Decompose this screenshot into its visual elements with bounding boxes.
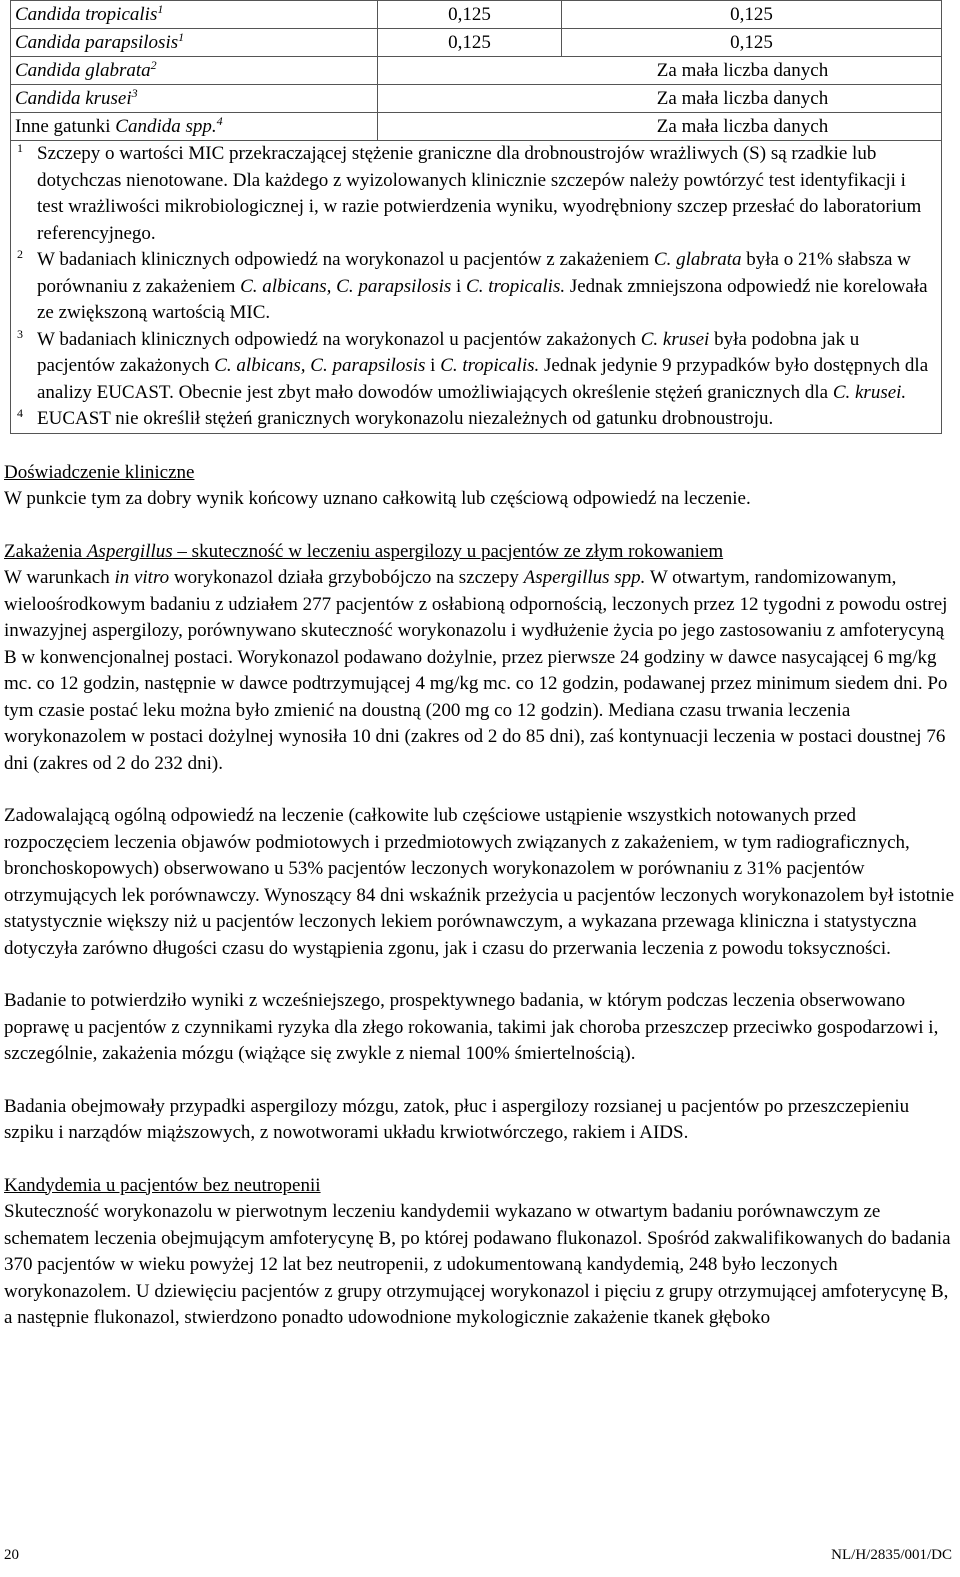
table-row — [11, 57, 942, 85]
footnote: 4 EUCAST nie określił stężeń granicznych worykonazolu niezależnych od gatunku drobnoustroju. — [17, 406, 774, 429]
table-row — [11, 29, 942, 57]
table-row — [11, 113, 942, 141]
value-cell-r: 0,125 — [562, 1, 942, 29]
footnote: 2 W badaniach klinicznych odpowiedź na worykonazol u pacjentów z zakażeniem C. glabrata była o 21% słabsza w porównaniu z zakażeniem C. albicans, C. parapsilosis i C. tropicalis. Jednak zmniejszona odpowiedź nie korelowała ze zwiększoną wartością MIC. — [17, 247, 928, 323]
species-cell: Inne gatunki Candida spp.$^4$ — [11, 113, 378, 141]
footnote: 1 Szczepy o wartości MIC przekraczającej stężenie graniczne dla drobnoustrojów wrażliwych (S) są rzadkie lub dotychczas nienotowane. Dla każdego z wyizolowanych klinicznie szczepów należy powtórzyć test identyfikacji i test wrażliwości mikrobiologicznej i, w razie potwierdzenia wyniku, wyodrębniony szczep przesłać do laboratorium referencyjnego. — [17, 141, 922, 244]
table-row — [11, 1, 942, 29]
value-cell: Za mała liczba danych — [378, 113, 942, 141]
paragraph: Badanie to potwierdziło wyniki z wcześniejszego, prospektywnego badania, w którym podczas leczenia obserwowano poprawę u pacjentów z czynnikami ryzyka dla złego rokowania, takimi jak choroba przeszczep przeciwko gospodarzowi i, szczególnie, zakażenia mózgu (wiążące się zwykle z niemal 100% śmiertelnością). — [4, 990, 939, 1064]
table-notes-row — [11, 141, 942, 434]
breakpoint-table — [10, 0, 942, 434]
paragraph: Zadowalającą ogólną odpowiedź na leczenie (całkowite lub częściowe ustąpienie wszystkich notowanych przed rozpoczęciem leczenia objawów podmiotowych i przedmiotowych związanych z zakażeniem, w tym radiograficznych, bronchoskopowych) obserwowano u 53% pacjentów leczonych worykonazolem w porównaniu z 31% pacjentów otrzymujących lek porównawczy. Wynoszący 84 dni wskaźnik przeżycia u pacjentów leczonych worykonazolem był istotnie statystycznie większy niż u pacjentów leczonych lekiem porównawczym, a wykazana przewaga kliniczna i statystyczna dotyczyła zarówno długości czasu do wystąpienia zgonu, jak i czasu do przerwania leczenia z powodu toksyczności. — [4, 805, 955, 959]
footnote: 3 W badaniach klinicznych odpowiedź na worykonazol u pacjentów zakażonych C. krusei była podobna jak u pacjentów zakażonych C. albicans, C. parapsilosis i C. tropicalis. Jednak jedynie 9 przypadków było dostępnych dla analizy EUCAST. Obecnie jest zbyt mało dowodów umożliwiających określenie stężeń granicznych dla C. krusei. — [17, 326, 929, 403]
section-heading: Zakażenia Aspergillus – skuteczność w leczeniu aspergilozy u pacjentów ze złym rokowaniem — [4, 540, 724, 562]
species-cell: Candida krusei$^3$ — [11, 85, 378, 113]
value-cell-s: 0,125 — [378, 29, 562, 57]
species-cell: Candida glabrata$^2$ — [11, 57, 378, 85]
document-code: NL/H/2835/001/DC — [831, 1547, 952, 1563]
section-heading: Doświadczenie kliniczne — [4, 461, 195, 483]
species-cell: Candida parapsilosis$^1$ — [11, 29, 378, 57]
paragraph: Badania obejmowały przypadki aspergilozy mózgu, zatok, płuc i aspergilozy rozsianej u pacjentów po przeszczepieniu szpiku i narządów miąższowych, z nowotworami układu krwiotwórczego, rakiem i AIDS. — [4, 1095, 910, 1143]
value-cell: Za mała liczba danych — [378, 57, 942, 85]
value-cell: Za mała liczba danych — [378, 85, 942, 113]
document-page — [4, 0, 956, 1332]
paragraph: W punkcie tym za dobry wynik końcowy uznano całkowitą lub częściową odpowiedź na leczenie. — [4, 488, 751, 509]
table-row — [11, 85, 942, 113]
paragraph: Skuteczność worykonazolu w pierwotnym leczeniu kandydemii wykazano w otwartym badaniu porównawczym ze schematem leczenia obejmującym amfoterycynę B, po której podawano flukonazol. Spośród zakwalifikowanych do badania 370 pacjentów w wieku powyżej 12 lat bez neutropenii, z udokumentowaną kandydemią, 248 było leczonych worykonazolem. U dziewięciu pacjentów z grupy otrzymującej worykonazol i pięciu z grupy otrzymującej amfoterycynę B, a następnie flukonazol, stwierdzono ponadto udowodnione mykologicznie zakażenie tkanek głęboko — [4, 1201, 951, 1328]
species-cell: Candida tropicalis$^1$ — [11, 1, 378, 29]
page-footer — [4, 1547, 952, 1564]
value-cell-r: 0,125 — [562, 29, 942, 57]
document-body — [4, 460, 956, 1332]
section-heading: Kandydemia u pacjentów bez neutropenii — [4, 1174, 321, 1196]
paragraph: W warunkach in vitro worykonazol działa grzybobójczo na szczepy Aspergillus spp. W otwartym, randomizowanym, wieloośrodkowym badaniu z udziałem 277 pacjentów z osłabioną odpornością, leczonych przez 12 tygodni z powodu ostrej inwazyjnej aspergilozy, porównywano skuteczność worykonazolu i wydłużenie życia po jego zastosowaniu z amfoterycyną B w konwencjonalnej postaci. Worykonazol podawano dożylnie, przez pierwsze 24 godziny w dawce nasycającej 6 mg/kg mc. co 12 godzin, następnie w dawce podtrzymującej 4 mg/kg mc. co 12 godzin, podawanej przez minimum siedem dni. Po tym czasie postać leku można było zmienić na doustną (200 mg co 12 godzin). Mediana czasu trwania leczenia worykonazolem w postaci dożylnej wynosiła 10 dni (zakres od 2 do 85 dni), zaś kontynuacji leczenia w postaci doustnej 76 dni (zakres od 2 do 232 dni). — [4, 567, 948, 774]
value-cell-s: 0,125 — [378, 1, 562, 29]
page-number: 20 — [4, 1547, 19, 1563]
